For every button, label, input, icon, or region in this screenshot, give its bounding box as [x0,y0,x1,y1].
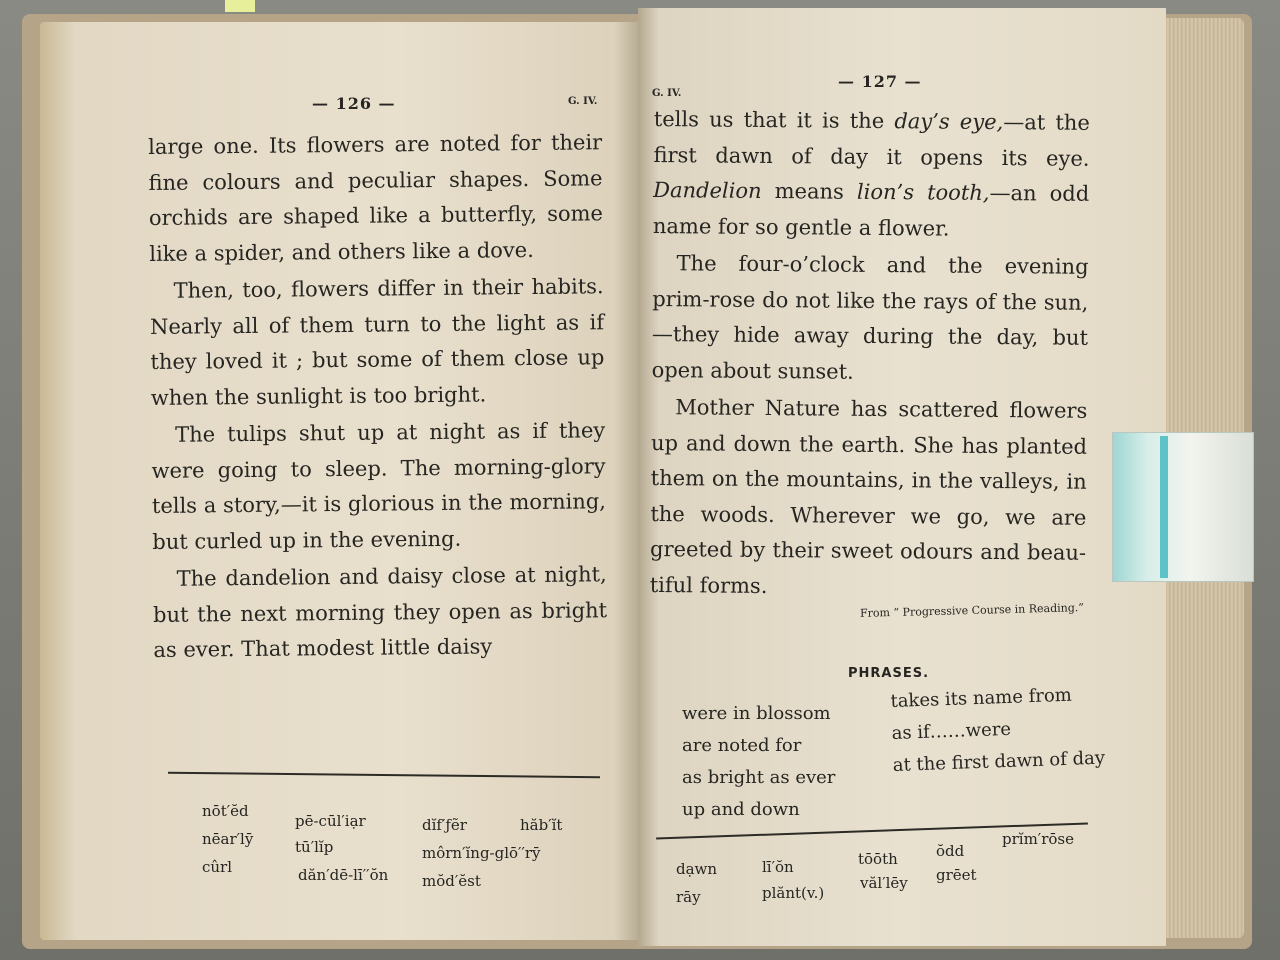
phrase: takes its name from [890,684,1073,712]
pronunciation-word: môrn′ĭng-glō′′rȳ [422,844,541,862]
signature-mark: G. IV. [568,96,598,107]
pronunciation-word: mŏd′ĕst [422,872,481,890]
page-number: — 127 — [838,72,922,91]
pronunciation-word: lī′ŏn [762,858,794,876]
footnote-rule [168,772,600,779]
pronunciation-word: plănt(v.) [762,884,825,902]
phrases-heading: PHRASES. [848,666,930,681]
page-number: — 126 — [312,94,396,113]
pronunciation-word: pē-cūl′iạr [295,812,366,830]
pronunciation-word: văl′lēy [860,874,908,892]
glass-block-edge [1160,436,1168,578]
phrase: were in blossom [682,703,831,724]
phrases-right-column [890,679,1106,782]
paragraph: tells us that it is the day’s eye,—at the first dawn of day it opens its eye. Dandelion means lion’s tooth,—an odd name for so gentle a flower. [652,106,1090,241]
pronunciation-word: tū′lĭp [295,838,334,856]
paragraph: Then, too, flowers differ in their habits. Nearly all of them turn to the light as if they loved it ; but some of them close up when the sunlight is too bright. [149,274,605,410]
signature-mark: G. IV. [652,88,682,99]
pronunciation-word: rāy [676,888,701,906]
phrase: as bright as ever [682,767,836,788]
pronunciation-word: nōt′ĕd [202,802,249,820]
paragraph: The four-o’clock and the evening prim-rose do not like the rays of the sun,—they hide away during the day, but open about sunset. [651,251,1089,384]
phrase: at the first dawn of day [892,747,1106,776]
left-body-text [148,125,608,668]
pronunciation-word: grēet [936,866,977,884]
right-body-text [650,102,1090,607]
pronunciation-word: dĭf′ƒẽr [422,816,467,834]
sticky-note [225,0,255,12]
paragraph: Mother Nature has scattered flowers up and down the earth. She has planted them on the mountains, in the valleys, in the woods. Wherever we go, we are greeted by their sweet odours and beau-tiful forms. [649,395,1088,598]
pronunciation-word: nēar′lȳ [202,830,254,848]
pronunciation-word: tōōth [858,850,898,868]
pronunciation-word: dăn′dē-lī′′ŏn [298,866,389,884]
left-page [40,22,638,940]
glass-block [1112,432,1254,582]
phrases-left-column [682,698,835,826]
pronunciation-word: ŏdd [936,842,965,860]
phrase: are noted for [682,735,802,756]
source-credit: From “ Progressive Course in Reading.” [859,601,1085,620]
right-page [638,8,1166,946]
phrase: as if……were [891,718,1012,744]
paragraph: large one. Its flowers are noted for their fine colours and peculiar shapes. Some orchids are shaped like a butterfly, some like a spider, and others like a dove. [148,130,604,266]
pronunciation-word: prĭm′rōse [1002,830,1074,848]
pronunciation-word: dạwn [676,860,718,878]
paragraph: The tulips shut up at night as if they were going to sleep. The morning-glory tells a story,—it is glorious in the morning, but curled up in the evening. [151,418,607,554]
pronunciation-word: cûrl [202,858,233,876]
pronunciation-word: hăb′ĭt [520,816,563,834]
phrase: up and down [682,799,800,820]
paragraph: The dandelion and daisy close at night, but the next morning they open as bright as ever. That modest little daisy [152,562,608,662]
